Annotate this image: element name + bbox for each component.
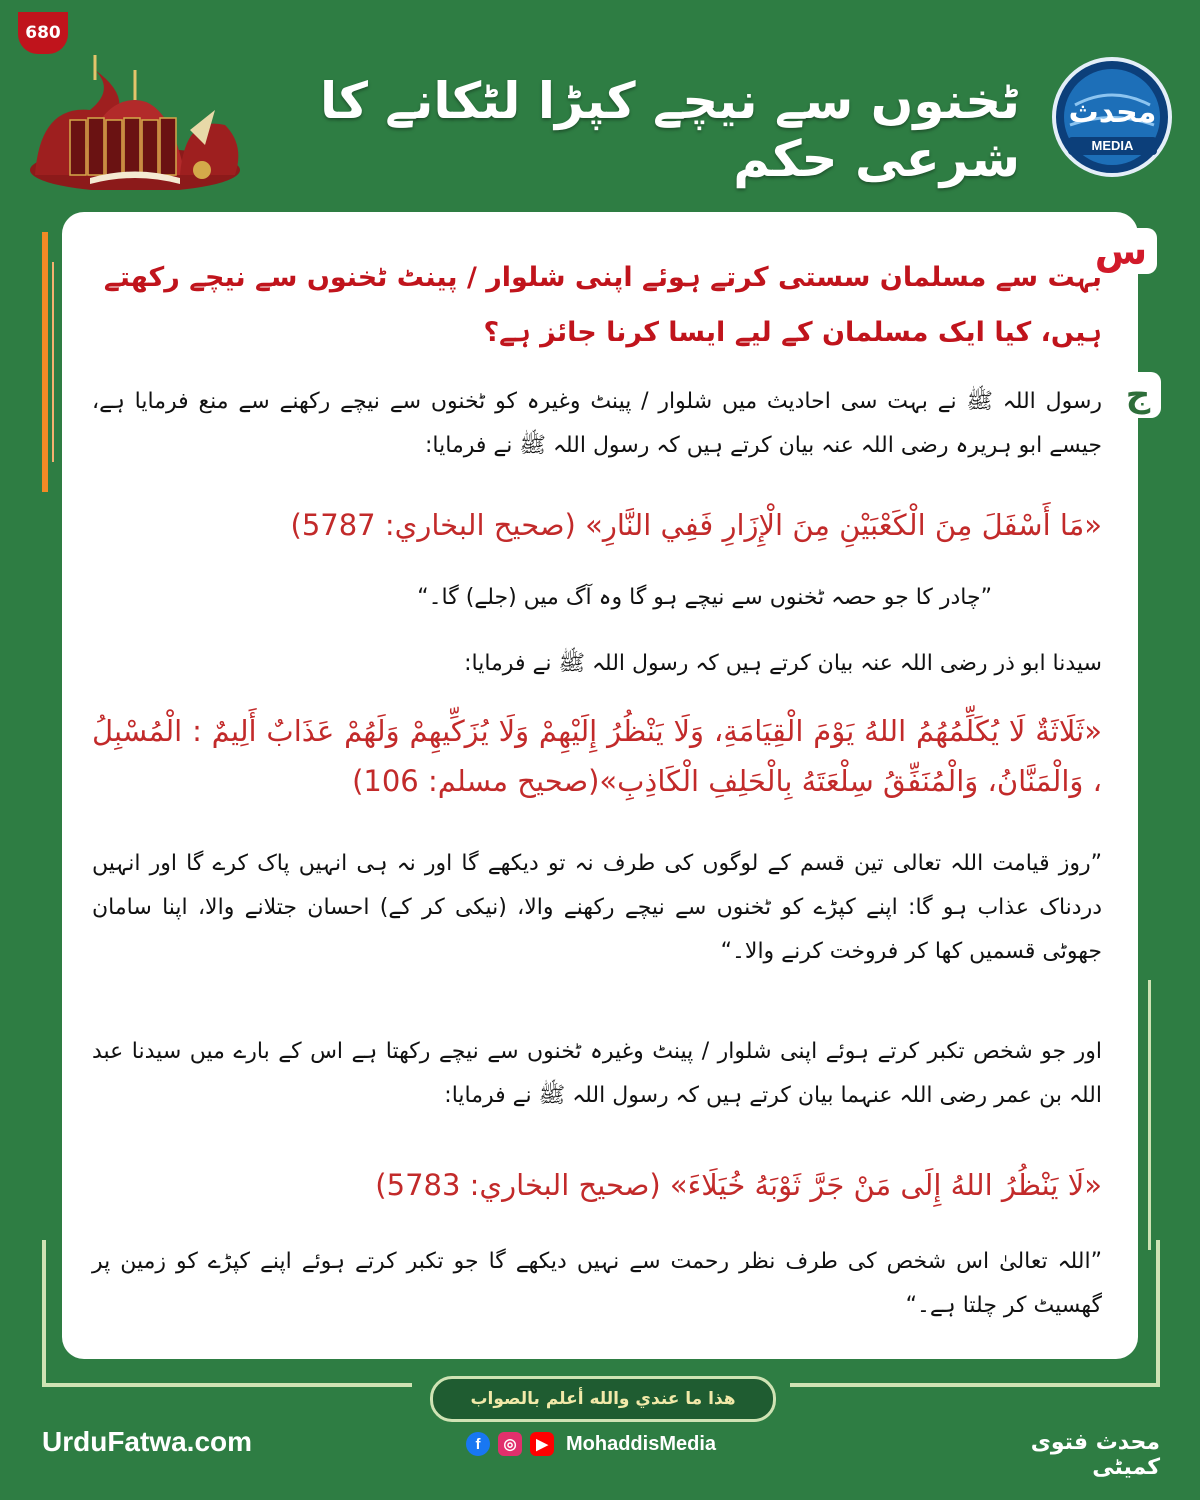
question-marker: س xyxy=(1085,228,1157,274)
decor-line-bottom-h-right xyxy=(790,1383,1160,1387)
social-handle[interactable]: MohaddisMedia xyxy=(566,1432,717,1455)
committee-name: محدث فتوی کمیٹی xyxy=(1030,1430,1160,1480)
page-title: ٹخنوں سے نیچے کپڑا لٹکانے کا شرعی حکم xyxy=(320,72,1020,188)
website-link[interactable]: UrduFatwa.com xyxy=(42,1426,253,1457)
translation-1: ”چادر کا جو حصہ ٹخنوں سے نیچے ہو گا وہ آگ میں (جلے) گا۔“ xyxy=(417,585,992,610)
social-links xyxy=(466,1432,716,1456)
arrogance-paragraph: اور جو شخص تکبر کرتے ہوئے اپنی شلوار / پینٹ وغیرہ ٹخنوں سے نیچے رکھتا ہے اس کے بارے میں سیدنا عبد اللہ بن عمر رضی اللہ عنہما بیان کرتے ہیں کہ رسول اللہ ﷺ نے فرمایا: xyxy=(92,1039,1102,1108)
closing-statement: هذا ما عندي والله أعلم بالصواب xyxy=(430,1376,776,1422)
hadith-bukhari-5783: «لَا يَنْظُرُ اللهُ إِلَى مَنْ جَرَّ ثَوْبَهُ خُيَلَاءَ» (صحيح البخاري: 5783) xyxy=(375,1168,1102,1202)
instagram-icon[interactable]: ◎ xyxy=(498,1432,522,1456)
decor-line-top-left-thin xyxy=(52,262,54,462)
answer-intro: رسول اللہ ﷺ نے بہت سی احادیث میں شلوار / پینٹ وغیرہ کو ٹخنوں سے نیچے رکھنے سے منع فرمایا ہے، جیسے ابو ہریرہ رضی اللہ عنہ بیان کرتے ہیں کہ رسول اللہ ﷺ نے فرمایا: xyxy=(92,389,1102,458)
logo-subtext: MEDIA xyxy=(1091,138,1134,153)
mosque-books-illustration xyxy=(20,50,250,190)
facebook-icon[interactable]: f xyxy=(466,1432,490,1456)
logo-text: محدث xyxy=(1068,95,1157,130)
narrator-abu-dhar: سیدنا ابو ذر رضی اللہ عنہ بیان کرتے ہیں کہ رسول اللہ ﷺ نے فرمایا: xyxy=(464,651,1102,676)
decor-line-bottom-h xyxy=(42,1383,412,1387)
translation-3: ”اللہ تعالیٰ اس شخص کی طرف نظر رحمت سے نہیں دیکھے گا جو تکبر کرتے ہوئے اپنے کپڑے کو زمین پر گھسیٹ کر چلتا ہے۔“ xyxy=(92,1249,1102,1318)
decor-line-bottom-left-v xyxy=(42,1240,46,1386)
decor-line-right xyxy=(1148,980,1151,1250)
decor-line-bottom-right-v xyxy=(1156,1240,1160,1386)
hadith-bukhari-5787: «مَا أَسْفَلَ مِنَ الْكَعْبَيْنِ مِنَ الْإِزَارِ فَفِي النَّارِ» (صحيح البخاري: 5787) xyxy=(290,508,1102,542)
youtube-icon[interactable]: ▶ xyxy=(530,1432,554,1456)
decor-line-top-left xyxy=(42,232,48,492)
answer-marker: ج xyxy=(1115,372,1161,418)
post-number-badge: 680 xyxy=(18,12,68,54)
translation-2: ”روز قیامت اللہ تعالی تین قسم کے لوگوں کی طرف نہ تو دیکھے گا اور نہ ہی انہیں پاک کرے گا اور انہیں دردناک عذاب ہو گا: اپنے کپڑے کو ٹخنوں سے نیچے رکھنے والا، (نیکی کر کے) احسان جتلانے والا، اپنا سامان جھوٹی قسمیں کھا کر فروخت کرنے والا۔“ xyxy=(92,851,1102,964)
hadith-muslim-106: «ثَلَاثَةٌ لَا يُكَلِّمُهُمُ اللهُ يَوْمَ الْقِيَامَةِ، وَلَا يَنْظُرُ إِلَيْهِمْ وَلَا يُزَكِّيهِمْ وَلَهُمْ عَذَابٌ أَلِيمٌ : الْمُسْبِلُ ، وَالْمَنَّانُ، وَالْمُنَفِّقُ سِلْعَتَهُ بِالْحَلِفِ الْكَاذِبِ»(صحيح مسلم: 106) xyxy=(92,714,1102,798)
question-text: بہت سے مسلمان سستی کرتے ہوئے اپنی شلوار / پینٹ ٹخنوں سے نیچے رکھتے ہیں، کیا ایک مسلمان کے لیے ایسا کرنا جائز ہے؟ xyxy=(103,262,1102,348)
